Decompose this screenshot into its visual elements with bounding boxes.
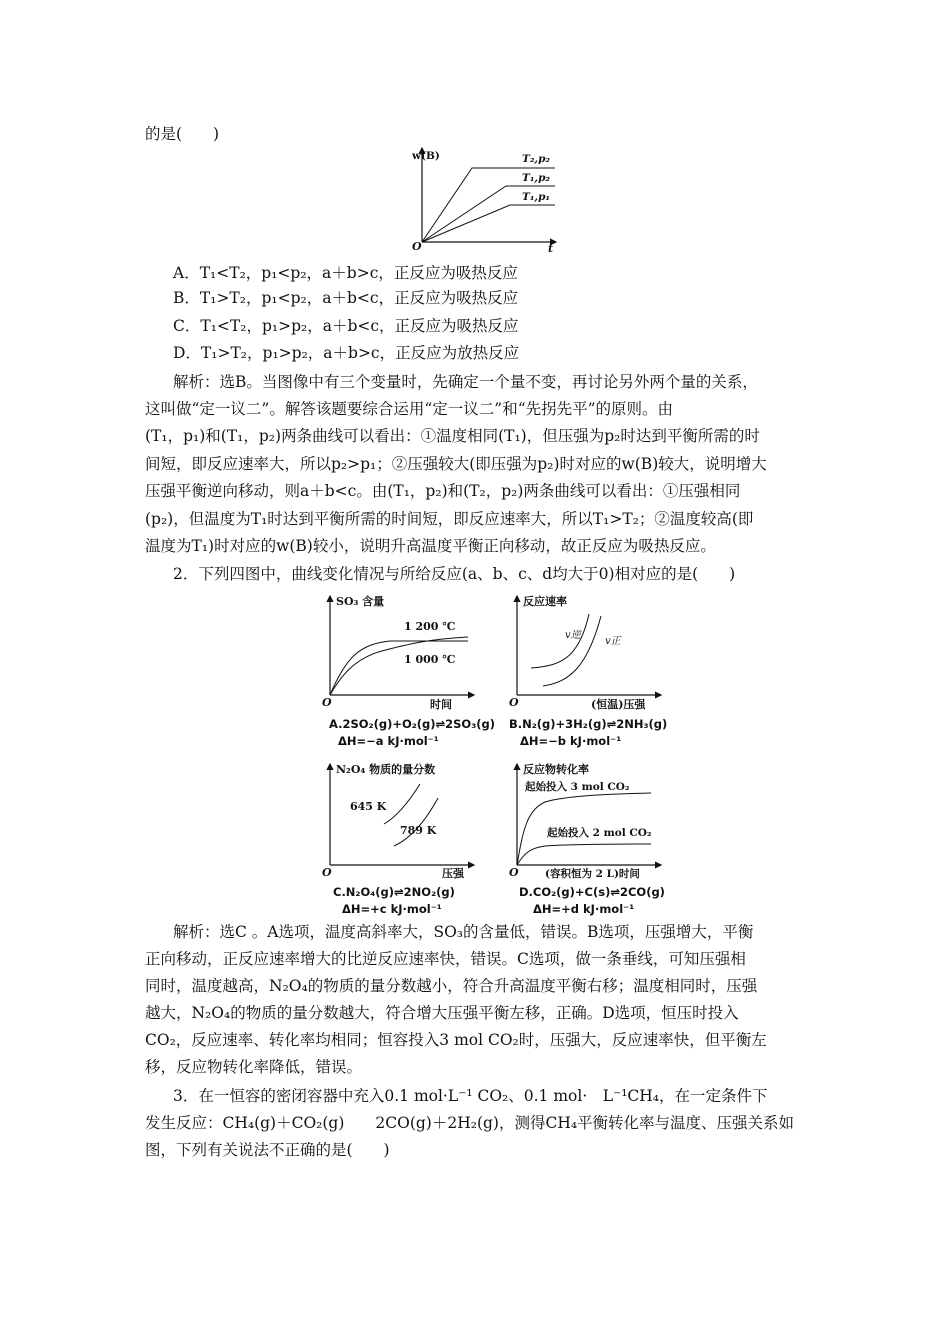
option-b: B．T₁>T₂，p₁<p₂，a＋b<c，正反应为吸热反应 [173, 289, 519, 307]
panel-a-origin: O [322, 696, 332, 709]
panel-b-ylabel: 反应速率 [523, 595, 567, 608]
q1-analysis-line: 这叫做“定一议二”。解答该题要综合运用“定一议二”和“先拐先平”的原则。由 [145, 400, 674, 418]
q2-panel-a [318, 592, 478, 712]
panel-d-caption-dh: ΔH=+d kJ·mol⁻¹ [533, 902, 635, 916]
option-c: C．T₁<T₂，p₁>p₂，a＋b<c，正反应为吸热反应 [173, 317, 519, 335]
fig1-label-t1p1: T₁,p₁ [522, 191, 551, 203]
panel-d-label-3mol: 起始投入 3 mol CO₂ [525, 781, 630, 793]
curve-t1p1 [422, 205, 555, 242]
q2-analysis-line: 移，反应物转化率降低，错误。 [145, 1058, 363, 1076]
panel-a-xlabel: 时间 [430, 698, 452, 711]
fig1-xlabel: t [548, 242, 554, 254]
option-a: A．T₁<T₂，p₁<p₂，a＋b>c，正反应为吸热反应 [173, 264, 518, 282]
option-d: D．T₁>T₂，p₁>p₂，a＋b>c，正反应为放热反应 [173, 344, 520, 362]
panel-b-caption: B.N₂(g)+3H₂(g)⇌2NH₃(g) [509, 717, 668, 731]
panel-a-label-1200: 1 200 ℃ [404, 620, 456, 633]
panel-d-caption: D.CO₂(g)+C(s)⇌2CO(g) [519, 885, 665, 899]
panel-c-caption-dh: ΔH=+c kJ·mol⁻¹ [342, 902, 442, 916]
panel-a-ylabel: SO₃ 含量 [336, 595, 385, 608]
panel-c-label-789k: 789 K [400, 824, 437, 837]
panel-b-xlabel: (恒温)压强 [591, 698, 646, 711]
panel-d-label-2mol: 起始投入 2 mol CO₂ [547, 827, 652, 839]
panel-a-caption-dh: ΔH=−a kJ·mol⁻¹ [338, 734, 439, 748]
q2-analysis-line: 解析：选C 。A选项，温度高斜率大，SO₃的含量低，错误。B选项，压强增大，平衡 [173, 923, 754, 941]
curve-2mol [517, 844, 651, 865]
q3-stem-line: 图，下列有关说法不正确的是( ) [145, 1141, 390, 1159]
panel-c-ylabel: N₂O₄ 物质的量分数 [336, 763, 436, 776]
q2-analysis-line: 越大，N₂O₄的物质的量分数越大，符合增大压强平衡左移，正确。D选项，恒压时投入 [145, 1004, 739, 1022]
curve-645k [384, 784, 420, 824]
fig1-origin: O [412, 240, 422, 253]
q1-analysis-line: 间短，即反应速率大，所以p₂>p₁；②压强较大(即压强为p₂)时对应的w(B)较大，说明增大 [145, 455, 767, 473]
panel-b-label-vreverse: v逆 [565, 630, 581, 641]
q3-stem-line: 3．在一恒容的密闭容器中充入0.1 mol·L⁻¹ CO₂、0.1 mol· L⁻¹CH₄，在一定条件下 [173, 1087, 768, 1105]
q1-stem-tail: 的是( ) [145, 125, 220, 143]
curve-1000c [330, 637, 468, 695]
q2-analysis-line: 正向移动，正反应速率增大的比逆反应速率快，错误。C选项，做一条垂线，可知压强相 [145, 950, 746, 968]
panel-c-xlabel: 压强 [442, 867, 464, 880]
q2-analysis-line: CO₂，反应速率、转化率均相同；恒容投入3 mol CO₂时，压强大，反应速率快，但平衡左 [145, 1031, 767, 1049]
q1-analysis-line: (T₁，p₁)和(T₁，p₂)两条曲线可以看出：①温度相同(T₁)，但压强为p₂时达到平衡所需的时 [145, 427, 760, 445]
q1-figure [410, 142, 560, 254]
panel-b-caption-dh: ΔH=−b kJ·mol⁻¹ [520, 734, 622, 748]
curve-789k [394, 798, 438, 846]
q1-analysis-line: 温度为T₁)时对应的w(B)较小，说明升高温度平衡正向移动，故正反应为吸热反应。 [145, 537, 716, 555]
q2-panel-c [318, 760, 478, 880]
q2-analysis-line: 同时，温度越高，N₂O₄的物质的量分数越小，符合升高温度平衡右移；温度相同时，压强 [145, 977, 758, 995]
panel-b-origin: O [509, 696, 519, 709]
panel-c-label-645k: 645 K [350, 800, 387, 813]
panel-a-caption: A.2SO₂(g)+O₂(g)⇌2SO₃(g) [329, 717, 495, 731]
q1-analysis-line: 解析：选B。当图像中有三个变量时，先确定一个量不变，再讨论另外两个量的关系， [173, 373, 758, 391]
curve-v-reverse [531, 614, 589, 668]
q1-analysis-line: 压强平衡逆向移动，则a＋b<c。由(T₁，p₂)和(T₂，p₂)两条曲线可以看出：①压强相同 [145, 482, 741, 500]
q2-panel-d [505, 760, 665, 880]
panel-b-label-vforward: v正 [605, 636, 621, 647]
q1-analysis-line: (p₂)，但温度为T₁时达到平衡所需的时间短，即反应速率大，所以T₁>T₂；②温度较高(即 [145, 510, 754, 528]
q3-stem-line: 发生反应：CH₄(g)＋CO₂(g) 2CO(g)＋2H₂(g)，测得CH₄平衡转化率与温度、压强关系如 [145, 1114, 795, 1132]
curve-v-forward [543, 616, 601, 686]
q2-stem: 2．下列四图中，曲线变化情况与所给反应(a、b、c、d均大于0)相对应的是( ) [173, 565, 736, 583]
panel-d-xlabel: (容积恒为 2 L)时间 [545, 868, 640, 880]
fig1-label-t2p2: T₂,p₂ [522, 153, 551, 165]
panel-d-ylabel: 反应物转化率 [523, 763, 589, 776]
panel-a-label-1000: 1 000 ℃ [404, 653, 456, 666]
fig1-ylabel: w(B) [412, 150, 440, 162]
panel-d-origin: O [509, 866, 519, 879]
fig1-label-t1p2: T₁,p₂ [522, 172, 551, 184]
panel-c-origin: O [322, 866, 332, 879]
panel-c-caption: C.N₂O₄(g)⇌2NO₂(g) [333, 885, 455, 899]
q2-panel-b [505, 592, 665, 712]
